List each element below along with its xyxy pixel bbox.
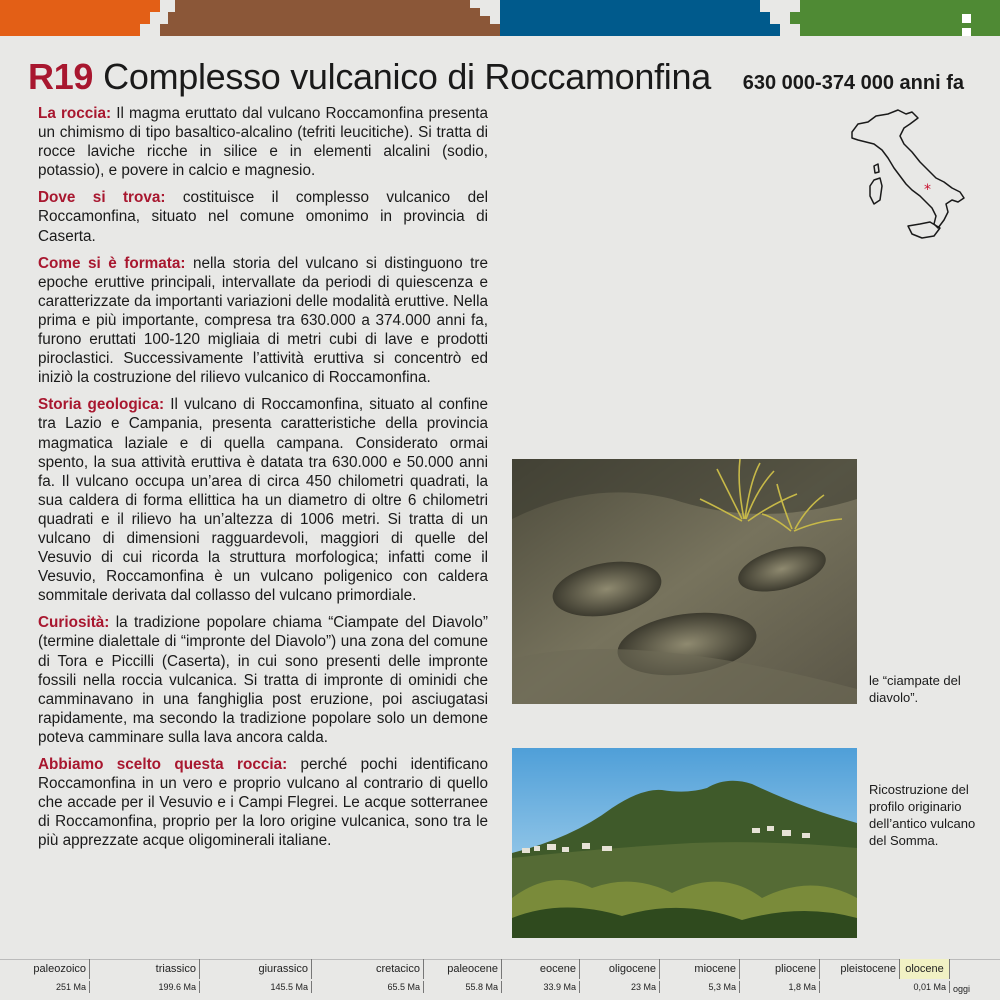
age-label: 145.5 Ma: [200, 981, 312, 993]
age-label: 33.9 Ma: [502, 981, 580, 993]
era-label: pleistocene: [820, 959, 900, 979]
age-label: 0,01 Ma: [820, 981, 950, 993]
era-label: giurassico: [200, 959, 312, 979]
page-title: [28, 56, 711, 98]
era-label-current: olocene: [900, 959, 950, 979]
landscape-caption: Ricostruzione del profilo originario dell’antico vulcano del Somma.: [869, 782, 976, 848]
ciampate-caption: le “ciampate del diavolo”.: [869, 673, 961, 705]
ciampate-photo: [512, 459, 857, 704]
era-label: pliocene: [740, 959, 820, 979]
era-label: eocene: [502, 959, 580, 979]
age-label: 23 Ma: [580, 981, 660, 993]
section-formazione: Come si è formata: nella storia del vulcano si distinguono tre epoche eruttive principali, intervallate da periodi di quiescenza e caratterizzate da importanti variazioni delle modalità eruttive. Nella prima e più importante, compresa tra 630.000 a 374.000 anni fa, furono eruttati 100-120 migliaia di metri cubi di lave e prodotti piroclastici. Successivamente l’attività eruttiva si concentrò ed iniziò la costruzione del rilievo vulcanico di Roccamonfina.: [38, 254, 488, 387]
section-dove: Dove si trova: costituisce il complesso vulcanico del Roccamonfina, situato nel comune omonimo in provincia di Caserta.: [38, 189, 488, 245]
age-label: 1,8 Ma: [740, 981, 820, 993]
section-scelta: Abbiamo scelto questa roccia: perché pochi identificano Roccamonfina in un vero e proprio vulcano al contrario di quello che accade per il Vesuvio e i Campi Flegrei. Le acque sotterranee di Roccamonfina, proprio per la loro origine vulcanica, sono tra le più apprezzate acque oligominerali italiane.: [38, 756, 488, 850]
era-label: paleocene: [424, 959, 502, 979]
era-label: triassico: [90, 959, 200, 979]
date-range: 630 000-374 000 anni fa: [742, 72, 964, 94]
description-text: [38, 104, 488, 858]
header-stripes: [0, 0, 1000, 40]
geologic-timeline: [0, 955, 1000, 1000]
landscape-photo: [512, 748, 857, 938]
era-label: miocene: [660, 959, 740, 979]
age-label: 5,3 Ma: [660, 981, 740, 993]
today-label: oggi: [953, 984, 971, 994]
age-label: 65.5 Ma: [312, 981, 424, 993]
section-curiosita: Curiosità: la tradizione popolare chiama “Ciampate del Diavolo” (termine dialettale di “impronte del Diavolo”) una zona del comune di Tora e Piccilli (Caserta), in cui sono presenti delle impronte fossili nella roccia vulcanica. Si tratta di impronte di ominidi che camminavano in una fanghiglia post eruzione, poi asciugatasi rapidamente, ma secondo la tradizione popolare solo un demone poteva camminare sulla lava ancora calda.: [38, 614, 488, 746]
rock-code: R19: [28, 56, 94, 97]
age-label: 199.6 Ma: [90, 981, 200, 993]
era-label: cretacico: [312, 959, 424, 979]
section-storia: Storia geologica: Il vulcano di Roccamonfina, situato al confine tra Lazio e Campania, presenta caratteristiche della provincia magmatica laziale e di quella campana. Considerato ormai spento, la sua attività eruttiva è datata tra 630.000 e 50.000 anni fa. Il vulcano occupa un’area di circa 450 chilometri quadrati, la sua caldera di forma ellittica ha un diametro di oltre 6 chilometri quadrati e il rilievo ha un’altezza di 1006 metri. Si tratta di un vulcano di dimensioni ragguardevoli, maggiori di quelle del Vesuvio di cui ricorda la struttura morfologica; infatti come il Vesuvio, Roccamonfina è un vulcano poligenico con caldera sommitale derivata dal collasso del vulcano primordiale.: [38, 396, 488, 605]
age-label: 251 Ma: [0, 981, 90, 993]
era-label: oligocene: [580, 959, 660, 979]
svg-text:*: *: [924, 182, 931, 198]
age-label: 55.8 Ma: [424, 981, 502, 993]
section-roccia: La roccia: Il magma eruttato dal vulcano Roccamonfina presenta un chimismo di tipo basaltico-alcalino (tefriti leucitiche). Si tratta di rocce laviche ricche in silice e in elementi alcalini (sodio, potassio), e povere in calcio e magnesio.: [38, 105, 488, 180]
rock-name: Complesso vulcanico di Roccamonfina: [103, 56, 711, 97]
era-label: paleozoico: [0, 959, 90, 979]
italy-map-icon: [848, 108, 968, 248]
